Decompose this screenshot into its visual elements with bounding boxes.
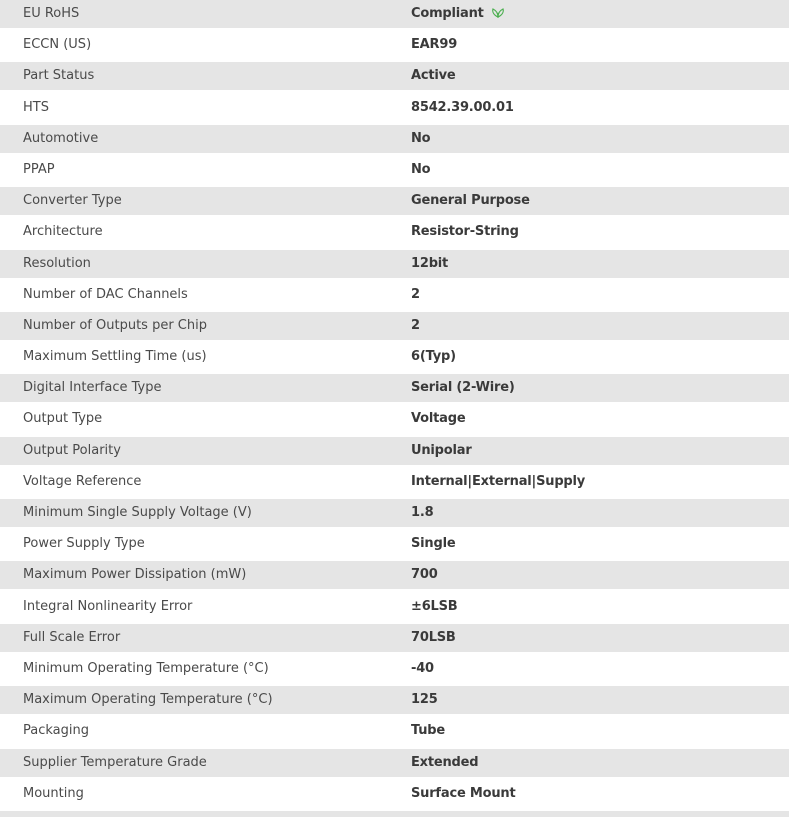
spec-label: Part Status <box>23 68 95 84</box>
spec-label: Supplier Temperature Grade <box>23 754 207 770</box>
spec-label: Number of Outputs per Chip <box>23 317 207 333</box>
spec-value: Resistor-String <box>411 224 519 240</box>
spec-row <box>0 187 789 215</box>
spec-label: Minimum Operating Temperature (°C) <box>23 660 269 676</box>
spec-value: Active <box>411 68 456 84</box>
spec-row <box>0 62 789 90</box>
spec-row <box>0 374 789 402</box>
spec-row <box>0 405 789 433</box>
spec-label: Output Polarity <box>23 442 121 458</box>
spec-value: 2 <box>411 317 420 333</box>
spec-label: ECCN (US) <box>23 37 92 53</box>
spec-label: Maximum Settling Time (us) <box>23 349 207 365</box>
leaf-icon <box>491 7 505 18</box>
spec-value: 125 <box>411 692 438 708</box>
spec-label: Resolution <box>23 255 91 271</box>
spec-label: Maximum Power Dissipation (mW) <box>23 567 247 583</box>
spec-value: Surface Mount <box>411 785 516 801</box>
spec-value: 700 <box>411 567 438 583</box>
spec-label: Voltage Reference <box>23 473 142 489</box>
spec-row <box>0 780 789 808</box>
spec-value: No <box>411 161 431 177</box>
spec-label: Converter Type <box>23 193 122 209</box>
spec-label: Integral Nonlinearity Error <box>23 598 193 614</box>
spec-row <box>0 31 789 59</box>
spec-value: No <box>411 130 431 146</box>
spec-value: Voltage <box>411 411 466 427</box>
spec-row <box>0 561 789 589</box>
spec-value: 2 <box>411 286 420 302</box>
spec-label: Digital Interface Type <box>23 380 162 396</box>
spec-label: Minimum Single Supply Voltage (V) <box>23 505 252 520</box>
spec-row <box>0 437 789 465</box>
spec-label: Output Type <box>23 411 103 427</box>
spec-row <box>0 593 789 621</box>
spec-value: Single <box>411 536 456 552</box>
spec-label: Packaging <box>23 723 89 739</box>
spec-value: Serial (2-Wire) <box>411 380 515 396</box>
spec-label: Number of DAC Channels <box>23 286 188 302</box>
spec-label: Mounting <box>23 785 84 801</box>
spec-value: 8542.39.00.01 <box>411 99 514 115</box>
spec-row <box>0 250 789 278</box>
spec-label: Power Supply Type <box>23 536 145 552</box>
spec-row <box>0 468 789 496</box>
spec-row <box>0 749 789 777</box>
spec-row <box>0 343 789 371</box>
spec-value: Internal|External|Supply <box>411 473 586 489</box>
spec-value: ±6LSB <box>411 598 458 614</box>
spec-label: Automotive <box>23 130 99 146</box>
spec-value: Extended <box>411 754 479 770</box>
spec-label: Architecture <box>23 224 103 240</box>
spec-row <box>0 218 789 246</box>
spec-value: 12bit <box>411 255 449 271</box>
spec-row <box>0 281 789 309</box>
spec-label: HTS <box>23 99 49 115</box>
spec-value: 70LSB <box>411 629 456 645</box>
spec-row <box>0 312 789 340</box>
spec-row <box>0 655 789 683</box>
spec-value: EAR99 <box>411 37 458 53</box>
spec-row <box>0 499 789 527</box>
spec-value: 1.8 <box>411 505 434 520</box>
spec-value: 6(Typ) <box>411 349 456 365</box>
spec-value-container <box>411 0 505 28</box>
spec-label: EU RoHS <box>23 6 80 21</box>
spec-row <box>0 624 789 652</box>
spec-value: Unipolar <box>411 442 472 458</box>
spec-row-partial <box>0 811 789 817</box>
spec-row <box>0 717 789 745</box>
spec-row <box>0 156 789 184</box>
spec-row <box>0 94 789 122</box>
spec-value: -40 <box>411 660 434 676</box>
spec-label: Maximum Operating Temperature (°C) <box>23 692 273 708</box>
spec-value: Compliant <box>411 6 484 21</box>
spec-row <box>0 686 789 714</box>
spec-value: General Purpose <box>411 193 530 209</box>
spec-label: Full Scale Error <box>23 629 121 645</box>
spec-row-eu-rohs <box>0 0 789 28</box>
spec-row <box>0 530 789 558</box>
spec-row <box>0 125 789 153</box>
spec-label: PPAP <box>23 161 55 177</box>
spec-value: Tube <box>411 723 446 739</box>
